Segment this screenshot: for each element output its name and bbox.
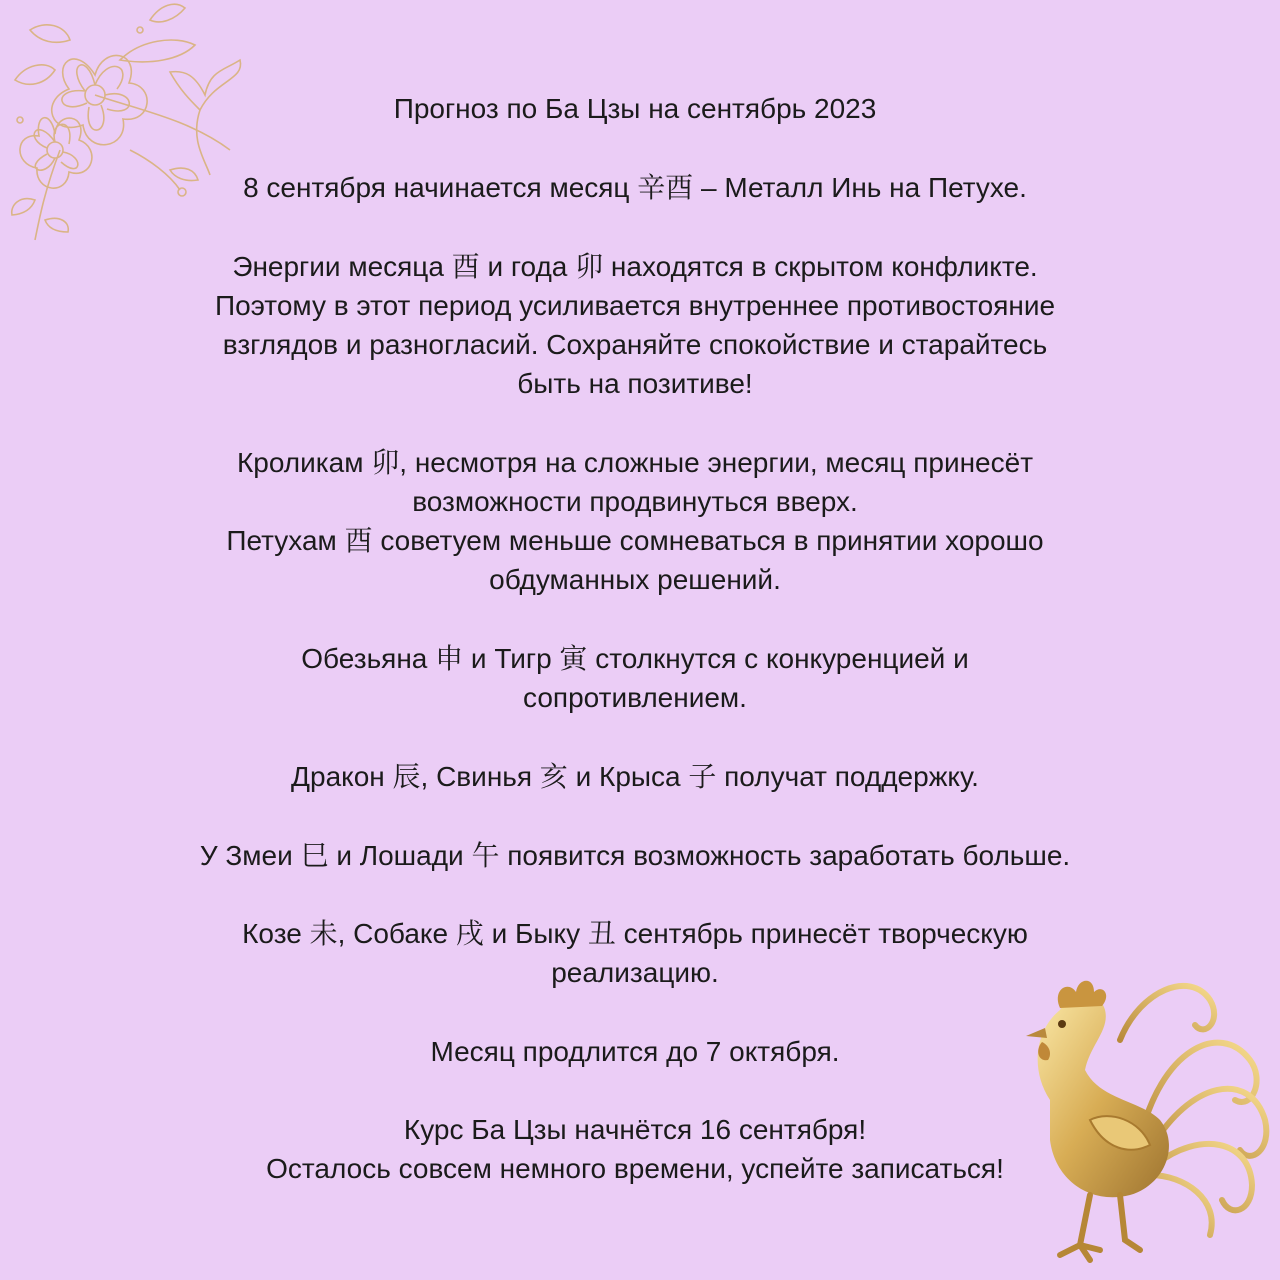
paragraph-line: Обезьяна 申 и Тигр 寅 столкнутся с конкуренцией и [301,643,969,674]
page-title: Прогноз по Ба Цзы на сентябрь 2023 [393,93,877,124]
paragraph-line: реализацию. [551,957,719,988]
paragraph-line: Курс Ба Цзы начнётся 16 сентября! [403,1114,867,1145]
paragraph-line: Петухам 酉 советуем меньше сомневаться в принятии хорошо [226,525,1044,556]
paragraph-line: Осталось совсем немного времени, успейте записаться! [266,1153,1004,1184]
paragraph-line: Поэтому в этот период усиливается внутреннее противостояние [214,290,1056,321]
paragraph-line: Кроликам 卯, несмотря на сложные энергии, месяц принесёт [236,447,1034,478]
paragraph-line: обдуманных решений. [489,564,781,595]
floral-corner-icon [0,0,270,260]
paragraph-line: быть на позитиве! [517,368,753,399]
paragraph-line: У Змеи 巳 и Лошади 午 появится возможность заработать больше. [199,840,1071,871]
paragraph-line: сопротивлением. [523,682,747,713]
paragraph-line: Энергии месяца 酉 и года 卯 находятся в скрытом конфликте. [232,251,1038,282]
paragraph-line: взглядов и разногласий. Сохраняйте спокойствие и старайтесь [222,329,1048,360]
paragraph-line: Месяц продлится до 7 октября. [430,1036,840,1067]
paragraph-line: Дракон 辰, Свинья 亥 и Крыса 子 получат поддержку. [291,761,979,792]
paragraph-line: возможности продвинуться вверх. [412,486,858,517]
golden-rooster-icon [990,950,1280,1280]
paragraph-line: Козе 未, Собаке 戌 и Быку 丑 сентябрь принесёт творческую [242,918,1028,949]
paragraph-line: 8 сентября начинается месяц 辛酉 – Металл Инь на Петухе. [243,172,1027,203]
